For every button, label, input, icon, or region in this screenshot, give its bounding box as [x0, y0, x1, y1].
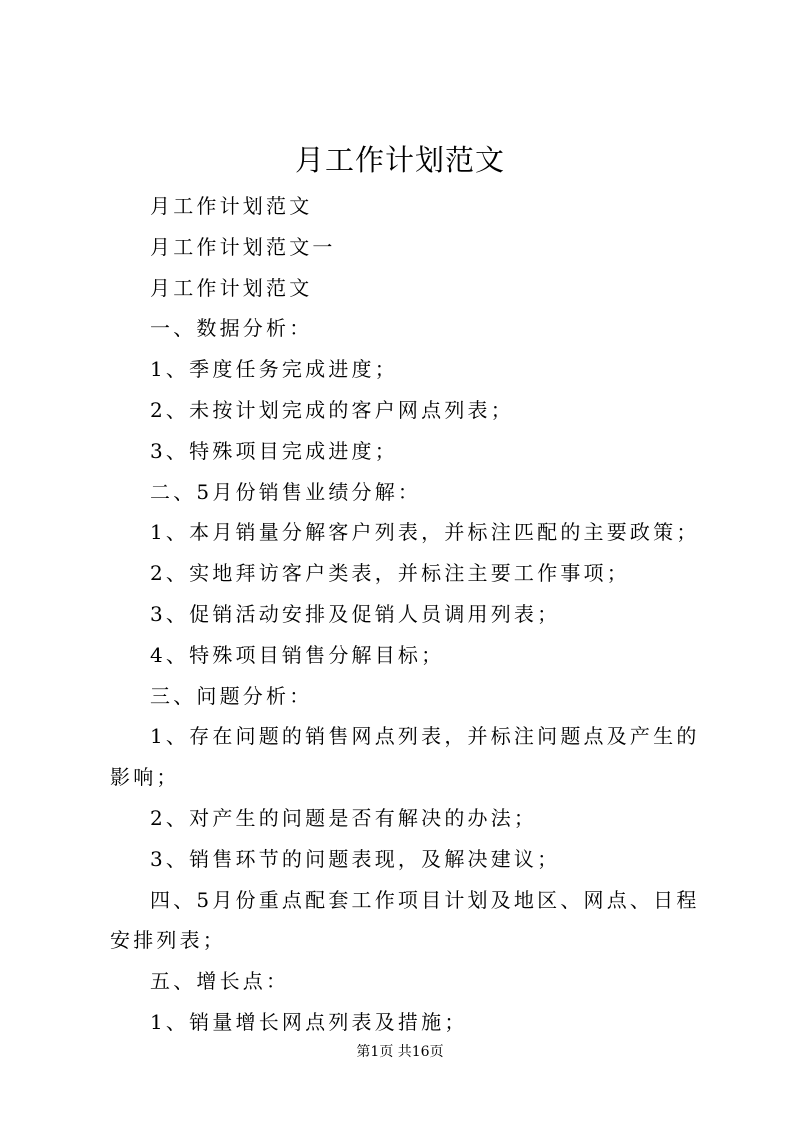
list-item: 4、特殊项目销售分解目标； [150, 642, 445, 667]
list-item: 3、销售环节的问题表现，及解决建议； [150, 846, 561, 871]
list-item: 2、实地拜访客户类表，并标注主要工作事项； [150, 561, 630, 586]
list-item: 1、季度任务完成进度； [150, 357, 398, 382]
section-heading: 五、增长点： [150, 969, 290, 994]
section-heading: 二、5月份销售业绩分解： [150, 479, 422, 504]
list-item: 2、未按计划完成的客户网点列表； [150, 397, 514, 422]
list-item: 1、销量增长网点列表及措施； [150, 1009, 468, 1034]
paragraph: 月工作计划范文一 [150, 234, 336, 259]
list-item: 2、对产生的问题是否有解决的办法； [150, 805, 538, 830]
paragraph: 月工作计划范文 [150, 194, 313, 218]
list-item: 1、本月销量分解客户列表，并标注匹配的主要政策； [150, 520, 700, 545]
list-item: 3、促销活动安排及促销人员调用列表； [150, 601, 561, 626]
paragraph: 月工作计划范文 [150, 275, 313, 300]
document-body [110, 186, 710, 1043]
list-item: 1、存在问题的销售网点列表，并标注问题点及产生的影响； [110, 724, 700, 790]
section-heading: 一、数据分析： [150, 316, 313, 341]
document-title: 月工作计划范文 [294, 143, 505, 177]
page-number-footer: 第1页 共16页 [356, 1044, 444, 1060]
section-heading: 三、问题分析： [150, 683, 313, 708]
section-heading: 四、5月份重点配套工作项目计划及地区、网点、日程安排列表； [110, 887, 700, 953]
list-item: 3、特殊项目完成进度； [150, 438, 398, 463]
